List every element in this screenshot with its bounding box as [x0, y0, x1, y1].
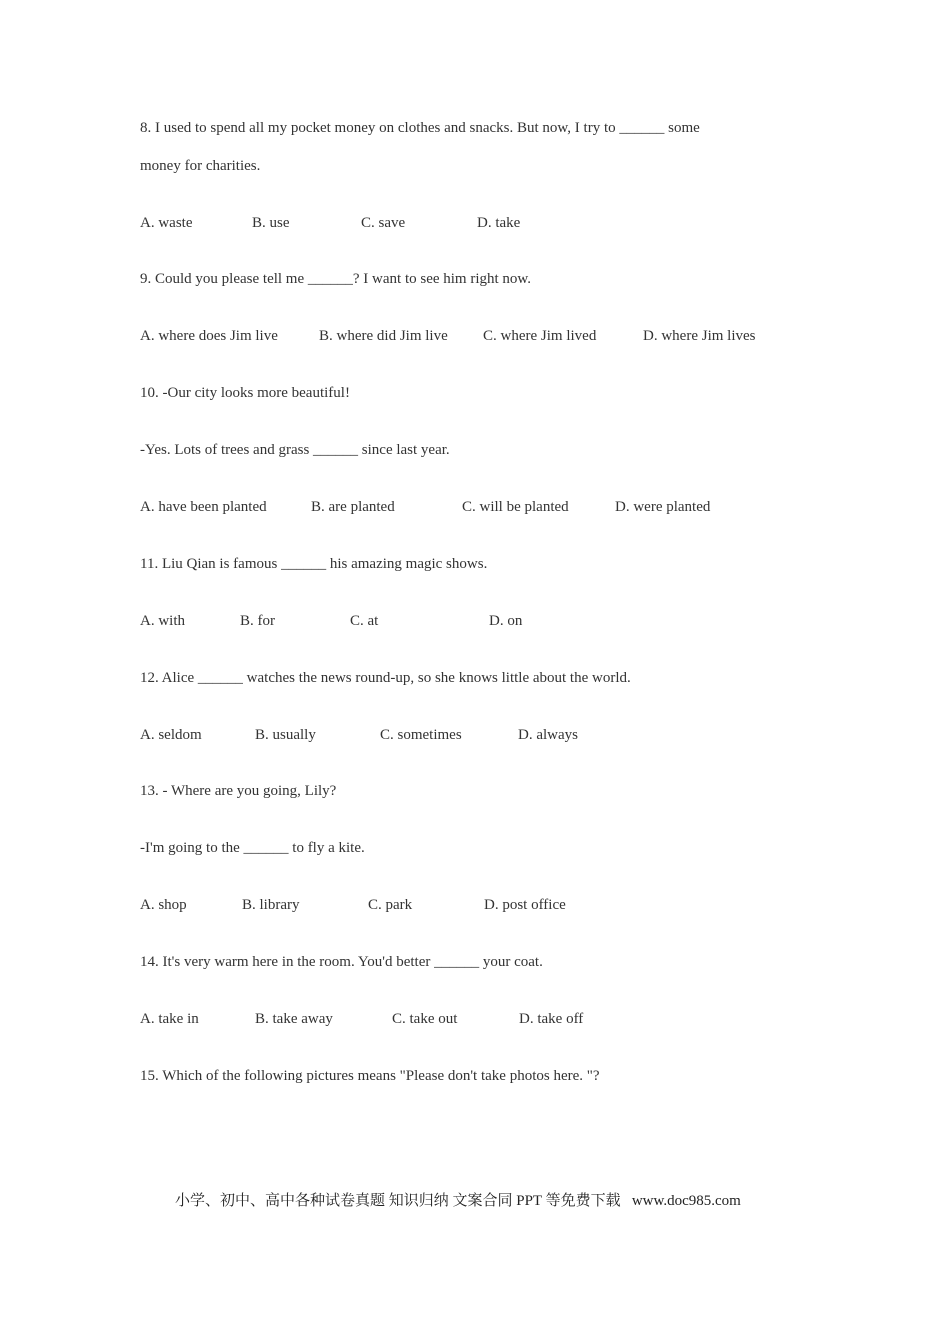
- question-10-option-a: A. have been planted: [140, 499, 267, 515]
- question-10-option-d: D. were planted: [615, 499, 711, 515]
- page-footer: 小学、初中、高中各种试卷真题 知识归纳 文案合同 PPT 等免费下载 www.doc985.com: [175, 1193, 741, 1209]
- question-14-option-c: C. take out: [392, 1011, 458, 1027]
- question-10-text: 10. -Our city looks more beautiful!: [140, 385, 350, 401]
- question-11-option-c: C. at: [350, 613, 379, 629]
- question-11-option-d: D. on: [489, 613, 523, 629]
- question-9-option-d: D. where Jim lives: [643, 328, 756, 344]
- question-8-option-b: B. use: [252, 215, 290, 231]
- question-13-option-d: D. post office: [484, 897, 566, 913]
- question-8-option-d: D. take: [477, 215, 521, 231]
- question-12-option-d: D. always: [518, 727, 578, 743]
- question-13-text: 13. - Where are you going, Lily?: [140, 783, 337, 799]
- question-14-option-a: A. take in: [140, 1011, 199, 1027]
- question-11-text: 11. Liu Qian is famous ______ his amazing magic shows.: [140, 556, 488, 572]
- question-9-option-c: C. where Jim lived: [483, 328, 597, 344]
- question-14-option-b: B. take away: [255, 1011, 333, 1027]
- question-11-option-b: B. for: [240, 613, 275, 629]
- question-10-text-cont: -Yes. Lots of trees and grass ______ since last year.: [140, 442, 450, 458]
- question-8-text-cont: money for charities.: [140, 158, 261, 174]
- question-14-text: 14. It's very warm here in the room. You'd better ______ your coat.: [140, 954, 543, 970]
- question-9-option-a: A. where does Jim live: [140, 328, 278, 344]
- question-11-option-a: A. with: [140, 613, 185, 629]
- question-8-option-c: C. save: [361, 215, 406, 231]
- question-12-option-b: B. usually: [255, 727, 316, 743]
- question-9-text: 9. Could you please tell me ______? I want to see him right now.: [140, 271, 532, 287]
- question-9-option-b: B. where did Jim live: [319, 328, 448, 344]
- question-13-option-b: B. library: [242, 897, 300, 913]
- question-8-option-a: A. waste: [140, 215, 193, 231]
- question-12-option-a: A. seldom: [140, 727, 202, 743]
- question-13-option-c: C. park: [368, 897, 413, 913]
- question-10-option-c: C. will be planted: [462, 499, 569, 515]
- question-12-text: 12. Alice ______ watches the news round-up, so she knows little about the world.: [140, 670, 631, 686]
- question-13-option-a: A. shop: [140, 897, 187, 913]
- question-14-option-d: D. take off: [519, 1011, 584, 1027]
- question-8-text: 8. I used to spend all my pocket money on clothes and snacks. But now, I try to ______ some: [140, 120, 700, 136]
- question-15-text: 15. Which of the following pictures means "Please don't take photos here. "?: [140, 1068, 600, 1084]
- question-13-text-cont: -I'm going to the ______ to fly a kite.: [140, 840, 365, 856]
- question-12-option-c: C. sometimes: [380, 727, 462, 743]
- question-10-option-b: B. are planted: [311, 499, 395, 515]
